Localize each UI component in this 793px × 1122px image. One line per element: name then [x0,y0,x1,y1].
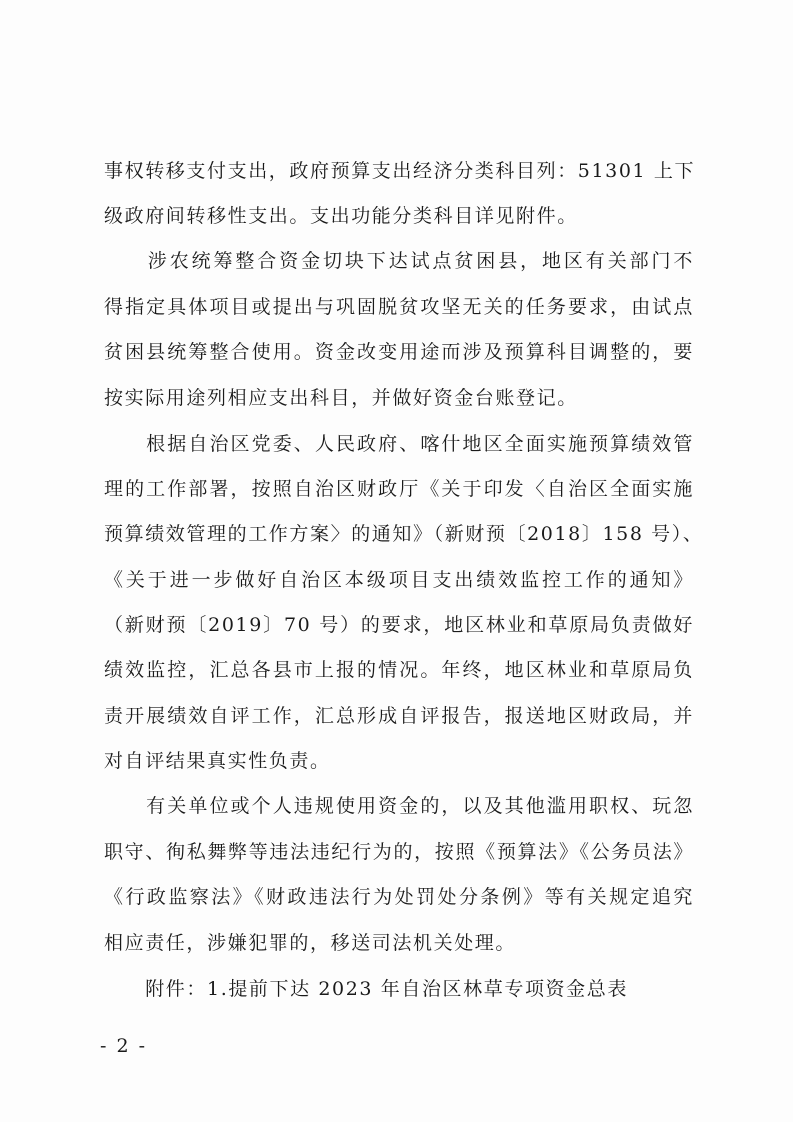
page-number: - 2 - [100,1035,148,1057]
body-text-line: 对自评结果真实性负责。 [104,750,331,772]
body-text-line: 相应责任，涉嫌犯罪的，移送司法机关处理。 [104,932,517,954]
body-text-line: 《关于进一步做好自治区本级项目支出绩效监控工作的通知》 [104,569,694,591]
body-text-line: 《行政监察法》《财政违法行为处罚处分条例》等有关规定追究 [104,886,694,908]
body-text-line: 理的工作部署，按照自治区财政厅《关于印发〈自治区全面实施 [104,478,694,500]
body-text-line: 有关单位或个人违规使用资金的，以及其他滥用职权、玩忽 [104,795,694,817]
attachment-line: 附件：1.提前下达 2023 年自治区林草专项资金总表 [104,978,628,1000]
body-text-line: 职守、徇私舞弊等违法违纪行为的，按照《预算法》《公务员法》 [104,841,694,863]
body-text-line: 根据自治区党委、人民政府、喀什地区全面实施预算绩效管 [104,433,694,455]
body-text-line: （新财预〔2019〕70 号）的要求，地区林业和草原局负责做好 [104,614,694,636]
body-text-line: 责开展绩效自评工作，汇总形成自评报告，报送地区财政局，并 [104,705,694,727]
body-text-line: 绩效监控，汇总各县市上报的情况。年终，地区林业和草原局负 [104,659,694,681]
body-text-line: 按实际用途列相应支出科目，并做好资金台账登记。 [104,387,578,409]
body-text-line: 涉农统筹整合资金切块下达试点贫困县，地区有关部门不 [104,250,694,272]
body-text-line: 贫困县统筹整合使用。资金改变用途而涉及预算科目调整的，要 [104,341,694,363]
body-text-line: 级政府间转移性支出。支出功能分类科目详见附件。 [104,205,578,227]
body-text-line: 得指定具体项目或提出与巩固脱贫攻坚无关的任务要求，由试点 [104,296,694,318]
body-text-line: 预算绩效管理的工作方案〉的通知》（新财预〔2018〕158 号）、 [104,523,704,545]
body-text-line: 事权转移支付支出，政府预算支出经济分类科目列：51301 上下 [104,160,696,182]
